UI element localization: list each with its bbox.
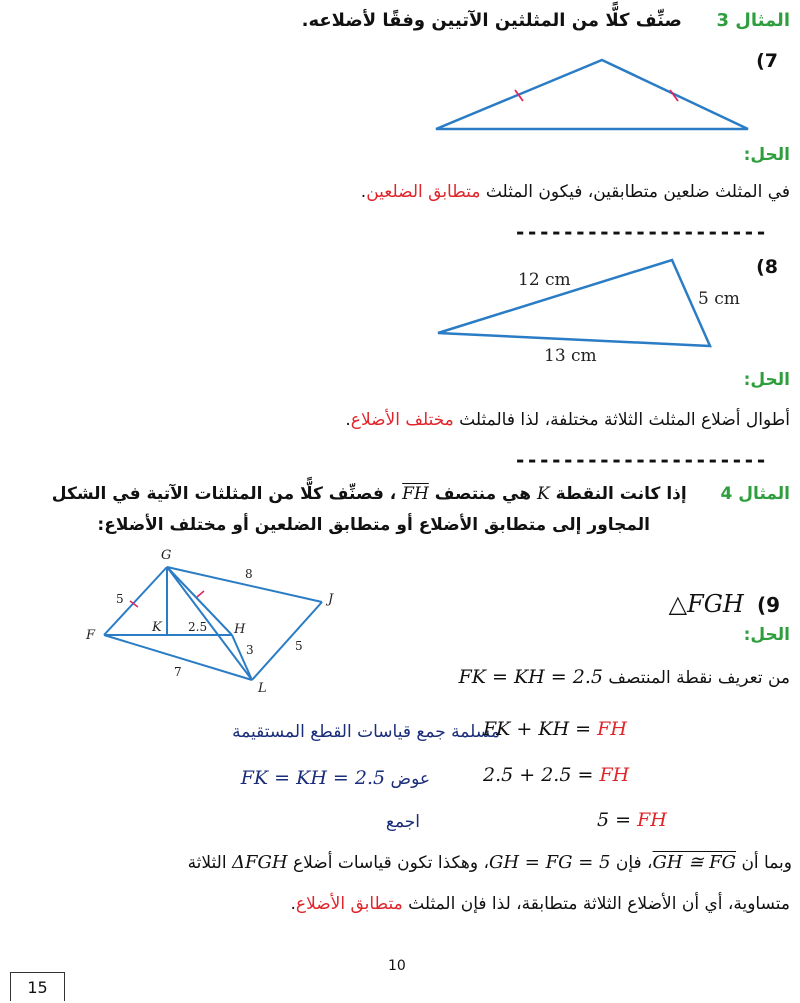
example-3-heading bbox=[302, 10, 790, 31]
example-4-text-c: ، فصنِّف كلًّا من المثلثات الآتية في الشكل bbox=[51, 484, 397, 504]
step-3-left: 5 = bbox=[597, 809, 638, 831]
example-3-prompt: صنِّف كلًّا من المثلثين الآتيين وفقًا لأضلاعه. bbox=[301, 10, 682, 31]
example-4-text-b: هي منتصف bbox=[434, 484, 532, 504]
question-9-number: (9 bbox=[756, 593, 780, 617]
example-4-text-a: إذا كانت النقطة bbox=[555, 484, 687, 504]
question-8-number: (8 bbox=[756, 256, 778, 278]
side-label-13cm: 13 cm bbox=[544, 346, 597, 366]
example-4-label: المثال 4 bbox=[720, 484, 790, 504]
step-1-reason: مسلمة جمع قياسات القطع المستقيمة bbox=[232, 722, 500, 742]
question-7-answer: متطابق الضلعين bbox=[366, 182, 481, 202]
question-7-number: (7 bbox=[756, 50, 778, 72]
triangle-8-figure bbox=[430, 252, 760, 372]
example-3-label: المثال 3 bbox=[716, 10, 790, 31]
value-fl-7: 7 bbox=[174, 665, 182, 679]
conclusion-2-period: . bbox=[290, 894, 296, 914]
example-4-figure bbox=[80, 545, 360, 695]
segment-jl bbox=[252, 602, 322, 680]
conclusion-2-text: متساوية، أي أن الأضلاع الثلاثة متطابقة، لذا فإن المثلث bbox=[402, 894, 790, 914]
conclusion-equation: GH = FG = 5 bbox=[489, 852, 611, 873]
point-k-symbol: K bbox=[536, 484, 550, 504]
question-8-solution bbox=[345, 410, 790, 430]
question-9-heading bbox=[669, 590, 780, 618]
conclusion-congruence: GH ≅ FG bbox=[652, 852, 737, 873]
question-7-solution bbox=[361, 182, 790, 202]
question-9-triangle: △FGH bbox=[668, 590, 744, 618]
step-3-right: FH bbox=[637, 809, 667, 831]
step-1-equation bbox=[483, 718, 627, 740]
question-7-period: . bbox=[360, 182, 367, 202]
triangle-7-figure bbox=[430, 55, 755, 135]
step-2-equation bbox=[483, 764, 629, 786]
segment-fh-symbol: FH bbox=[402, 484, 429, 504]
label-g: G bbox=[161, 548, 172, 563]
label-f: F bbox=[86, 628, 96, 643]
conclusion-triangle: ΔFGH bbox=[232, 852, 288, 873]
page-number-box: 15 bbox=[10, 972, 65, 1001]
step-2-reason-word: عوض bbox=[390, 769, 430, 789]
value-hl-3: 3 bbox=[246, 643, 254, 657]
side-label-5cm: 5 cm bbox=[698, 289, 740, 309]
value-jl-5: 5 bbox=[295, 639, 303, 653]
label-k: K bbox=[152, 620, 162, 635]
tick-mark-gh bbox=[197, 591, 204, 597]
value-kh-2-5: 2.5 bbox=[188, 620, 208, 634]
definition-equation: FK = KH = 2.5 bbox=[458, 666, 603, 688]
conclusion-text-b: ، فإن bbox=[615, 853, 653, 873]
separator-2: --------------------- bbox=[514, 448, 767, 472]
page-number-center: 10 bbox=[388, 958, 406, 974]
question-7-solution-label: الحل: bbox=[743, 145, 790, 165]
step-3-equation bbox=[597, 809, 667, 831]
isosceles-triangle bbox=[436, 60, 748, 129]
step-2-left: 2.5 + 2.5 = bbox=[483, 764, 600, 786]
step-2-reason bbox=[241, 767, 430, 789]
question-9-solution-label: الحل: bbox=[743, 625, 790, 645]
step-2-right: FH bbox=[599, 764, 630, 786]
example-4-line-2: المجاور إلى متطابق الأضلاع أو متطابق الضلعين أو مختلف الأضلاع: bbox=[97, 515, 650, 535]
value-gj-8: 8 bbox=[245, 567, 253, 581]
question-8-period: . bbox=[345, 410, 351, 430]
label-h: H bbox=[234, 622, 246, 637]
scalene-triangle bbox=[438, 260, 710, 346]
question-8-solution-label: الحل: bbox=[743, 370, 790, 390]
definition-text: من تعريف نقطة المنتصف bbox=[608, 668, 790, 688]
value-fg-5: 5 bbox=[116, 592, 124, 606]
separator-1: --------------------- bbox=[514, 220, 767, 244]
label-l: L bbox=[258, 681, 267, 695]
question-9-answer: متطابق الأضلاع bbox=[295, 894, 403, 914]
step-3-reason: اجمع bbox=[385, 812, 420, 832]
example-4-line-1 bbox=[52, 484, 790, 504]
conclusion-text-c: ، وهكذا تكون قياسات أضلاع bbox=[292, 853, 489, 873]
question-7-solution-text: في المثلث ضلعين متطابقين، فيكون المثلث bbox=[480, 182, 790, 202]
step-1-right: FH bbox=[597, 718, 627, 740]
step-1-left: FK + KH = bbox=[483, 718, 598, 740]
side-label-12cm: 12 cm bbox=[518, 270, 571, 290]
question-8-solution-text: أطوال أضلاع المثلث الثلاثة مختلفة، لذا فالمثلث bbox=[453, 410, 790, 430]
conclusion-line-1 bbox=[188, 852, 792, 873]
question-8-answer: مختلف الأضلاع bbox=[350, 410, 454, 430]
conclusion-line-2 bbox=[291, 894, 790, 914]
conclusion-text-a: وبما أن bbox=[741, 853, 792, 873]
label-j: J bbox=[328, 592, 334, 607]
definition-line bbox=[459, 666, 790, 688]
step-2-reason-equation: FK = KH = 2.5 bbox=[240, 767, 386, 789]
conclusion-text-d: الثلاثة bbox=[187, 853, 227, 873]
